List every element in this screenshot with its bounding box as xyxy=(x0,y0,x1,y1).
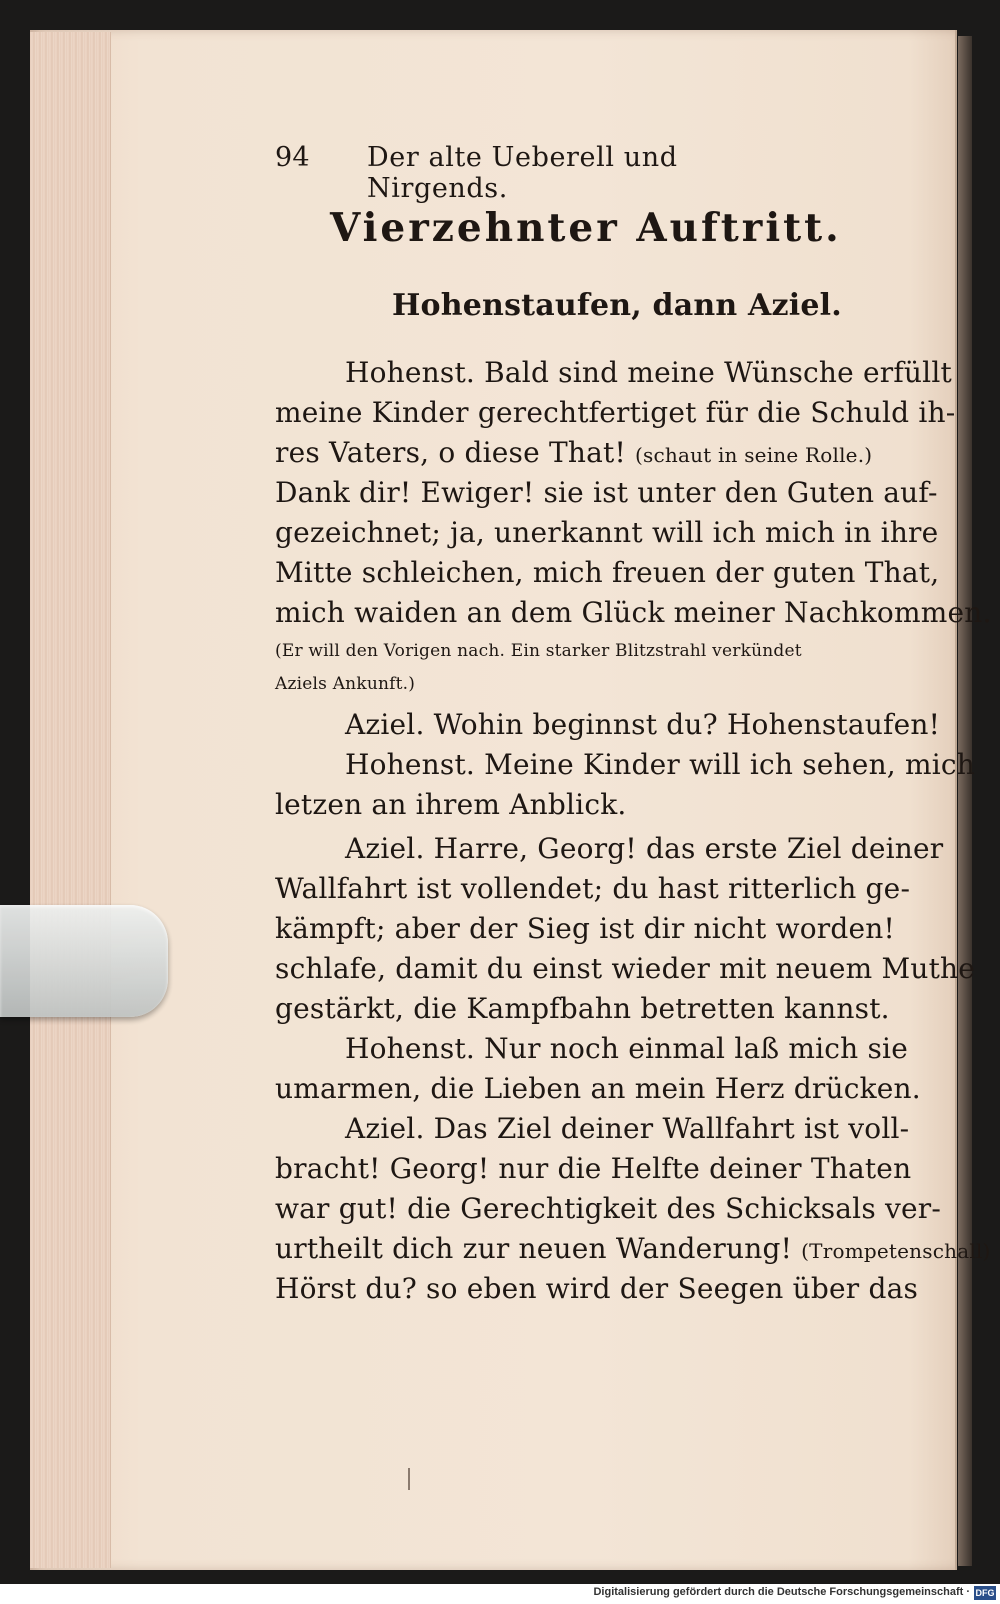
text-line: Hohenst. Nur noch einmal laß mich sie xyxy=(345,1032,908,1065)
footer-credit: Digitalisierung gefördert durch die Deutsche Forschungsgemeinschaft · xyxy=(593,1586,970,1598)
text-line: Hohenst. Bald sind meine Wünsche erfüllt xyxy=(345,356,952,389)
text-line: res Vaters, o diese That! (schaut in seine Rolle.) xyxy=(275,436,873,469)
page-number: 94 xyxy=(275,142,310,173)
text-line: umarmen, die Lieben an mein Herz drücken. xyxy=(275,1072,921,1105)
page-edges xyxy=(30,32,111,1568)
scan-footer xyxy=(0,1584,1000,1604)
stage-direction: (Er will den Vorigen nach. Ein starker Blitzstrahl verkündet xyxy=(275,641,802,661)
stage-direction: (Trompetenschall) xyxy=(801,1239,991,1263)
text-line: gestärkt, die Kampfbahn betretten kannst. xyxy=(275,992,890,1025)
text-line: Dank dir! Ewiger! sie ist unter den Guten auf- xyxy=(275,476,938,509)
text-line: Aziel. Harre, Georg! das erste Ziel deiner xyxy=(345,832,944,865)
text-line: Mitte schleichen, mich freuen der guten That, xyxy=(275,556,940,589)
stage-direction: (schaut in seine Rolle.) xyxy=(635,443,873,467)
text-line: mich waiden an dem Glück meiner Nachkommen. xyxy=(275,596,992,629)
text-line: Hörst du? so eben wird der Seegen über das xyxy=(275,1272,919,1305)
text-line: meine Kinder gerechtfertiget für die Schuld ih- xyxy=(275,396,956,429)
scene-heading: Vierzehnter Auftritt. xyxy=(330,205,842,251)
running-head xyxy=(275,142,795,204)
text-line: schlafe, damit du einst wieder mit neuem Muthe xyxy=(275,952,976,985)
running-title: Der alte Ueberell und Nirgends. xyxy=(367,142,678,204)
text-line: bracht! Georg! nur die Helfte deiner Thaten xyxy=(275,1152,912,1185)
stage-direction: Aziels Ankunft.) xyxy=(275,674,416,694)
text-line: war gut! die Gerechtigkeit des Schicksals ver- xyxy=(275,1192,942,1225)
text-line: Wallfahrt ist vollendet; du hast ritterlich ge- xyxy=(275,872,911,905)
cast-line: Hohenstaufen, dann Aziel. xyxy=(392,288,842,323)
text-line: kämpft; aber der Sieg ist dir nicht worden! xyxy=(275,912,895,945)
text-line: Aziel. Das Ziel deiner Wallfahrt ist voll- xyxy=(345,1112,910,1145)
text-line: letzen an ihrem Anblick. xyxy=(275,788,627,821)
pencil-mark xyxy=(408,1468,410,1490)
text-line: urtheilt dich zur neuen Wanderung! (Trompetenschall) xyxy=(275,1232,991,1265)
book-fore-edge xyxy=(958,36,972,1566)
text-line: gezeichnet; ja, unerkannt will ich mich in ihre xyxy=(275,516,939,549)
text-line: Aziel. Wohin beginnst du? Hohenstaufen! xyxy=(345,708,941,741)
dfg-logo: DFG xyxy=(975,1588,995,1598)
page-holder-tab xyxy=(0,905,168,1017)
text-line: Hohenst. Meine Kinder will ich sehen, mich xyxy=(345,748,976,781)
body-text xyxy=(275,356,992,1316)
